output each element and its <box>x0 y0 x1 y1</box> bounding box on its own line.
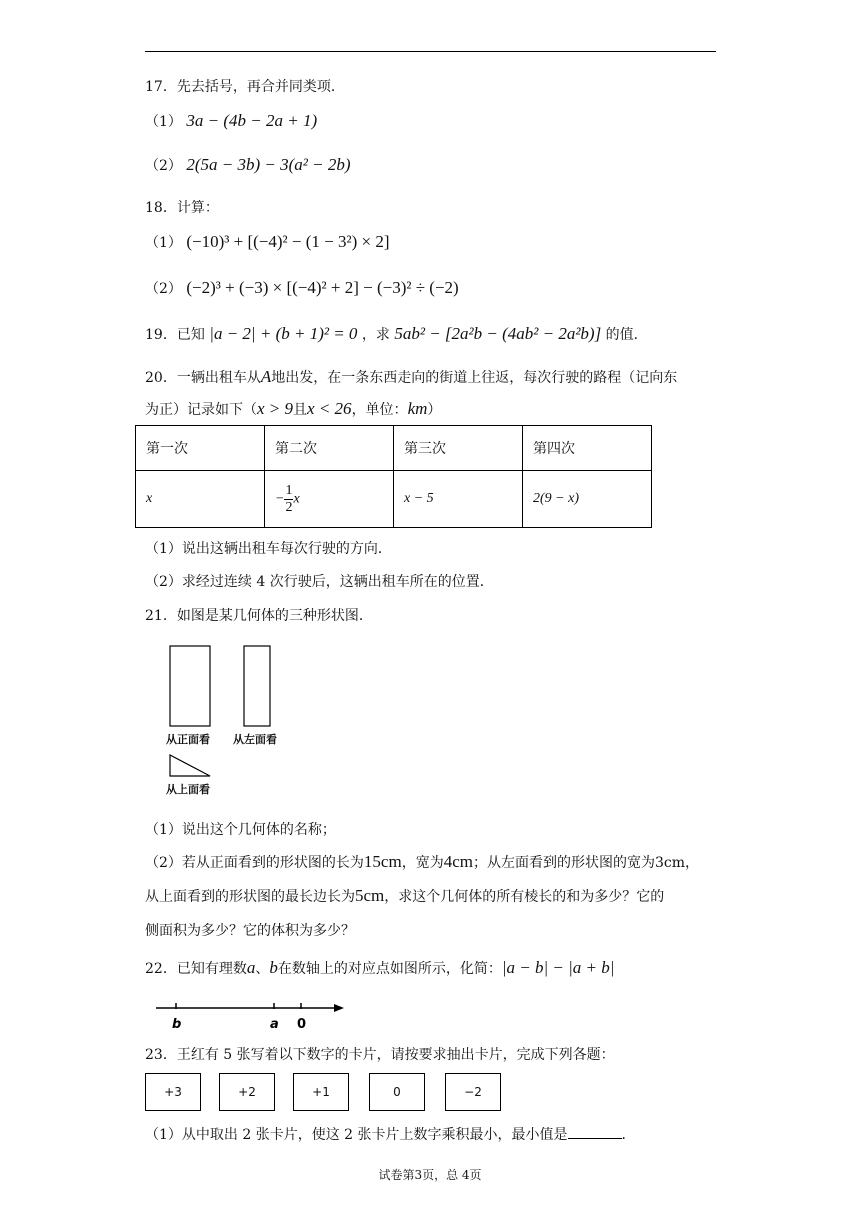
q21-p2-b: ，宽为 <box>401 855 444 871</box>
table-row <box>136 471 652 528</box>
q18-part2-expr: (−2)³ + (−3) × [(−4)² + 2] − (−3)² ÷ (−2) <box>186 278 459 297</box>
q20-point-a: A <box>260 367 272 386</box>
table-header-row <box>136 426 652 471</box>
card: +3 <box>145 1073 201 1111</box>
q20-line2-b: ，单位： <box>351 402 408 418</box>
fraction-variable: x <box>293 491 300 507</box>
three-view-figure <box>160 640 300 800</box>
card: 0 <box>369 1073 425 1111</box>
q18-part2 <box>145 278 459 298</box>
q20-and: 且 <box>293 402 308 418</box>
q22-var-a: a <box>246 958 256 977</box>
q23-part1 <box>145 1124 636 1144</box>
front-view-rect <box>170 646 210 726</box>
q22-stem-b: 在数轴上的对应点如图所示，化简： <box>277 961 502 977</box>
q20-part2: （2）求经过连续 4 次行驶后，这辆出租车所在的位置． <box>145 574 494 590</box>
answer-blank[interactable] <box>568 1124 622 1139</box>
q19-prefix: 19．已知 <box>145 327 205 343</box>
q20-line1-a: 20．一辆出租车从 <box>145 370 261 386</box>
q21-part2-line2 <box>145 886 664 906</box>
q20-cond1: x > 9 <box>257 399 294 418</box>
q21-part2-line3: 侧面积为多少？它的体积为多少？ <box>145 923 355 939</box>
q17-part1-label: （1） <box>145 114 182 130</box>
q21-part2-line1 <box>145 852 699 872</box>
card: +2 <box>219 1073 275 1111</box>
q22-var-b: b <box>269 958 278 977</box>
table-cell-second <box>265 471 394 528</box>
front-view-label: 从正面看 <box>166 733 210 746</box>
top-view-label: 从上面看 <box>166 783 210 796</box>
q22-sep: 、 <box>255 961 270 977</box>
number-line-arrow-icon <box>334 1004 344 1012</box>
q17-part1-expr: 3a − (4b − 2a + 1) <box>186 111 318 130</box>
axis-label-b: b <box>172 1017 182 1032</box>
axis-label-a: a <box>270 1017 279 1032</box>
q23-stem: 23．王红有 5 张写着以下数字的卡片，请按要求抽出卡片，完成下列各题： <box>145 1047 615 1063</box>
q18-part1-label: （1） <box>145 235 182 251</box>
q17-stem: 17．先去括号，再合并同类项． <box>145 79 345 95</box>
q19-mid: ，求 <box>361 327 390 343</box>
q21-length: 15cm <box>363 852 402 871</box>
fraction-sign: − <box>275 491 285 507</box>
q23-p1-a: （1）从中取出 2 张卡片，使这 2 张卡片上数字乘积最小，最小值是 <box>145 1127 568 1143</box>
q18-stem: 18．计算： <box>145 200 219 216</box>
header-rule <box>145 51 716 52</box>
q22-expr: |a − b| − |a + b| <box>501 958 615 977</box>
page-footer: 试卷第3页，总 4页 <box>378 1168 482 1182</box>
q20-line2-c: ） <box>427 402 442 418</box>
q18-part2-label: （2） <box>145 281 182 297</box>
q21-edge: 5cm <box>355 886 385 905</box>
q21-p2-f: ，求这个几何体的所有棱长的和为多少？它的 <box>384 889 665 905</box>
table-cell-third: x − 5 <box>394 471 523 528</box>
q21-p2-d: 从上面看到的形状图的最长边长为 <box>145 889 355 905</box>
table-header-cell: 第一次 <box>136 426 265 471</box>
q20-unit: km <box>407 399 428 418</box>
q20-cond2: x < 26 <box>307 399 352 418</box>
axis-label-0: 0 <box>297 1017 307 1032</box>
q21-width: 4cm <box>443 852 473 871</box>
q19-line <box>145 324 648 344</box>
q21-part1: （1）说出这个几何体的名称； <box>145 822 336 838</box>
number-line <box>150 995 350 1035</box>
q17-part1 <box>145 111 317 131</box>
q22-stem-a: 22．已知有理数 <box>145 961 247 977</box>
table-header-cell: 第三次 <box>394 426 523 471</box>
q20-line2 <box>145 399 441 419</box>
fraction-numerator: 1 <box>285 482 293 498</box>
card: +1 <box>293 1073 349 1111</box>
q18-part1 <box>145 232 389 252</box>
q17-part2-label: （2） <box>145 158 182 174</box>
fraction-denominator: 2 <box>285 499 293 515</box>
q19-expr: 5ab² − [2a²b − (4ab² − 2a²b)] <box>394 324 602 343</box>
q21-p2-a: （2）若从正面看到的形状图的长为 <box>145 855 364 871</box>
q17-part2 <box>145 155 351 175</box>
table-header-cell: 第四次 <box>523 426 652 471</box>
q21-p2-c: ；从左面看到的形状图的宽为3cm， <box>472 855 700 871</box>
q21-stem: 21．如图是某几何体的三种形状图． <box>145 608 373 624</box>
q22-stem <box>145 958 614 978</box>
q20-line1 <box>145 367 677 387</box>
q20-line2-a: 为正）记录如下（ <box>145 402 257 418</box>
left-view-rect <box>244 646 270 726</box>
q18-part1-expr: (−10)³ + [(−4)² − (1 − 3²) × 2] <box>186 232 390 251</box>
card: −2 <box>445 1073 501 1111</box>
q20-table <box>135 425 652 528</box>
q19-suffix: 的值． <box>605 327 648 343</box>
table-header-cell: 第二次 <box>265 426 394 471</box>
table-cell-fourth: 2(9 − x) <box>523 471 652 528</box>
q23-p1-b: ． <box>621 1127 636 1143</box>
q20-part1: （1）说出这辆出租车每次行驶的方向． <box>145 541 392 557</box>
q19-condition: |a − 2| + (b + 1)² = 0 <box>209 324 358 343</box>
q20-line1-b: 地出发，在一条东西走向的街道上往返，每次行驶的路程（记向东 <box>271 370 678 386</box>
table-cell-first: x <box>136 471 265 528</box>
top-view-triangle <box>170 755 210 776</box>
q17-part2-expr: 2(5a − 3b) − 3(a² − 2b) <box>186 155 351 174</box>
left-view-label: 从左面看 <box>233 733 277 746</box>
